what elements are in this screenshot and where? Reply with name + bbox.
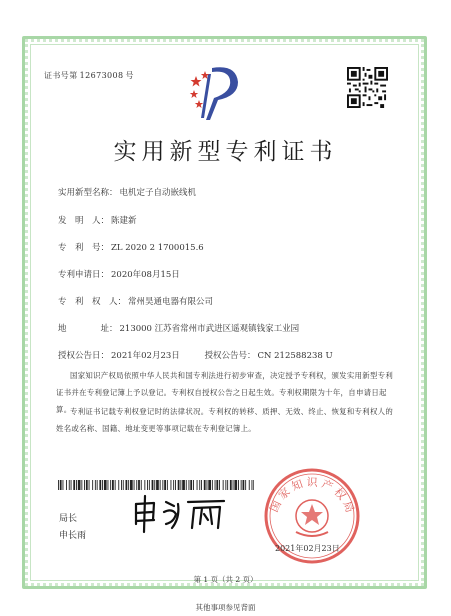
field-label: 发 明 人： xyxy=(58,216,110,226)
field-patent-number xyxy=(58,241,204,253)
field-grant-date xyxy=(58,349,333,361)
certificate-title: 实用新型专利证书 xyxy=(113,139,338,165)
seal-arc-text: 国家知识产权局 xyxy=(267,475,358,517)
field-utility-model-name xyxy=(58,186,196,198)
signature-name: 申长雨 xyxy=(59,531,87,541)
field-label-publication-no: 授权公告号： xyxy=(204,351,256,361)
footer-note: 其他事项参见背面 xyxy=(195,603,256,612)
field-label: 授权公告日： xyxy=(58,351,110,361)
certificate-number-value: 12673008 xyxy=(79,71,124,80)
field-address xyxy=(58,322,299,334)
field-patentee xyxy=(58,295,213,307)
grant-statement-paragraph: 国家知识产权局依照中华人民共和国专利法进行初步审查，决定授予专利权，颁发实用新型专利证书并在专利登记簿上予以登记。专利权自授权公告之日起生效。专利权期限为十年，自申请日起算。 xyxy=(56,371,394,414)
certificate-number-label: 证书号第 xyxy=(44,71,78,80)
field-label: 专利申请日： xyxy=(58,270,110,280)
qr-code-icon xyxy=(347,67,388,108)
field-label: 地 址： xyxy=(58,324,118,334)
certificate-number xyxy=(44,70,134,81)
field-value-publication-no: CN 212588238 U xyxy=(257,351,333,361)
field-value: 2021年02月23日 xyxy=(111,351,180,361)
field-value: ZL 2020 2 1700015.6 xyxy=(111,243,204,253)
handwritten-signature-icon xyxy=(128,494,236,534)
field-application-date xyxy=(58,268,180,280)
legal-status-paragraph: 专利证书记载专利权登记时的法律状况。专利权的转移、质押、无效、终止、恢复和专利权人的姓名或名称、国籍、地址变更等事项记载在专利登记簿上。 xyxy=(56,407,394,433)
field-value: 2020年08月15日 xyxy=(111,270,180,280)
field-value: 陈建新 xyxy=(111,216,137,226)
field-value: 电机定子自动嵌线机 xyxy=(119,188,197,198)
field-label: 实用新型名称： xyxy=(58,188,118,198)
field-inventor xyxy=(58,214,137,226)
field-value: 213000 江苏省常州市武进区遥观镇钱家工业园 xyxy=(119,324,300,334)
page-number: 第 1 页（共 2 页） xyxy=(193,575,258,584)
field-label: 专 利 权 人： xyxy=(58,297,127,307)
certificate-number-suffix: 号 xyxy=(125,71,134,80)
barcode-icon xyxy=(58,480,254,490)
seal-date: 2021年02月23日 xyxy=(275,544,340,553)
field-value: 常州昊通电器有限公司 xyxy=(128,297,214,307)
field-label: 专 利 号： xyxy=(58,243,110,253)
signature-title: 局长 xyxy=(59,514,78,524)
cnipa-emblem-icon xyxy=(184,62,246,122)
